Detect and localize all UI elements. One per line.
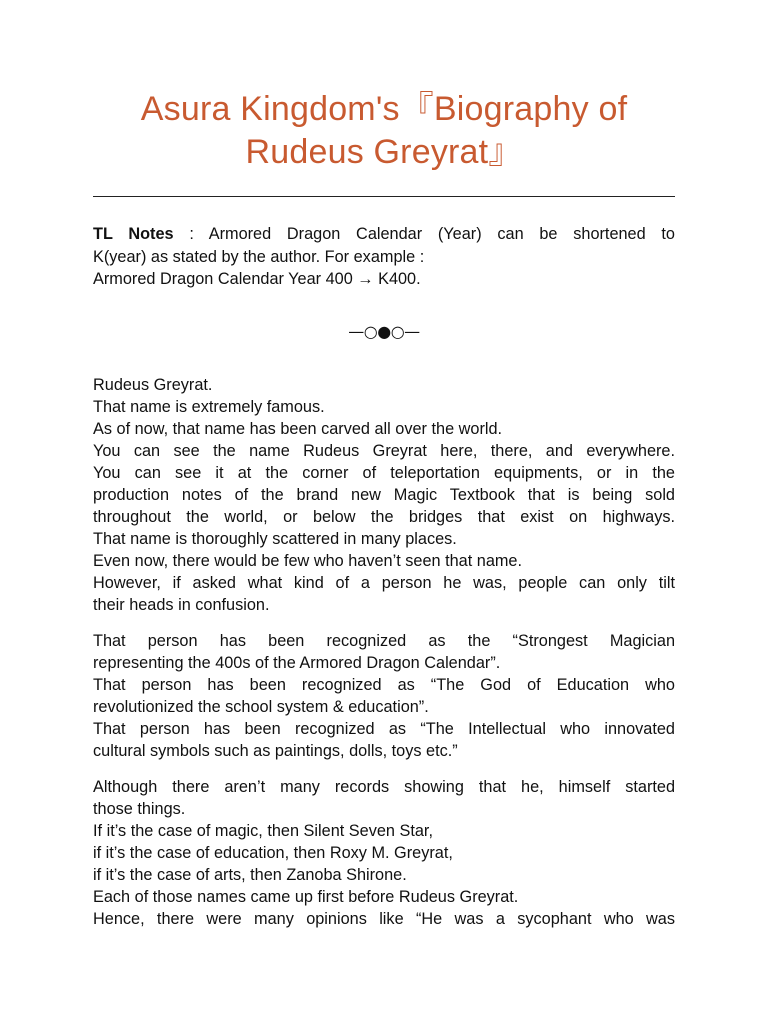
paragraph-1: [93, 374, 675, 616]
paragraph-line: If it’s the case of magic, then Silent Seven Star,: [93, 821, 433, 840]
paragraph-2: [93, 630, 675, 762]
paragraph-line: cultural symbols such as paintings, dolls, toys etc.”: [93, 741, 458, 760]
body-text: [93, 374, 675, 930]
paragraph-line: Each of those names came up first before Rudeus Greyrat.: [93, 887, 519, 906]
paragraph-line: Even now, there would be few who haven’t seen that name.: [93, 551, 523, 570]
paragraph-line: You can see it at the corner of teleportation equipments, or in the: [93, 463, 675, 482]
paragraph-line: revolutionized the school system & education”.: [93, 697, 429, 716]
paragraph-line: That person has been recognized as “The God of Education who: [93, 675, 675, 694]
paragraph-line: throughout the world, or below the bridges that exist on highways.: [93, 507, 675, 526]
title-line-1: Asura Kingdom's『Biography of: [140, 90, 628, 128]
paragraph-line: That name is extremely famous.: [93, 397, 325, 416]
paragraph-line: Hence, there were many opinions like “He was a sycophant who was: [93, 909, 675, 928]
paragraph-line: if it’s the case of arts, then Zanoba Shirone.: [93, 865, 407, 884]
tl-notes-line-1: [93, 223, 675, 246]
section-separator: —○●○—: [348, 321, 420, 341]
paragraph-3: [93, 776, 675, 930]
tl-notes-text-1: : Armored Dragon Calendar (Year) can be shortened to: [173, 225, 675, 243]
title-divider: [93, 196, 675, 197]
paragraph-line: representing the 400s of the Armored Dragon Calendar”.: [93, 653, 501, 672]
paragraph-line: Rudeus Greyrat.: [93, 375, 213, 394]
document-title: [93, 88, 675, 174]
paragraph-line: That name is thoroughly scattered in many places.: [93, 529, 457, 548]
paragraph-line: As of now, that name has been carved all over the world.: [93, 419, 503, 438]
document-page: [93, 88, 675, 944]
paragraph-line: Although there aren’t many records showing that he, himself started: [93, 777, 675, 796]
tl-notes-label: TL Notes: [93, 225, 174, 243]
paragraph-line: their heads in confusion.: [93, 595, 270, 614]
paragraph-line: those things.: [93, 799, 186, 818]
tl-notes-line-2: K(year) as stated by the author. For example :: [93, 247, 425, 266]
paragraph-line: However, if asked what kind of a person he was, people can only tilt: [93, 573, 675, 592]
paragraph-line: You can see the name Rudeus Greyrat here, there, and everywhere.: [93, 441, 675, 460]
paragraph-line: production notes of the brand new Magic Textbook that is being sold: [93, 485, 675, 504]
paragraph-line: That person has been recognized as “The Intellectual who innovated: [93, 719, 675, 738]
tl-notes: [93, 223, 675, 291]
paragraph-line: if it’s the case of education, then Roxy M. Greyrat,: [93, 843, 453, 862]
paragraph-line: That person has been recognized as the “Strongest Magician: [93, 631, 675, 650]
title-line-2: Rudeus Greyrat』: [245, 133, 523, 171]
tl-notes-line-3: Armored Dragon Calendar Year 400 → K400.: [93, 270, 421, 288]
